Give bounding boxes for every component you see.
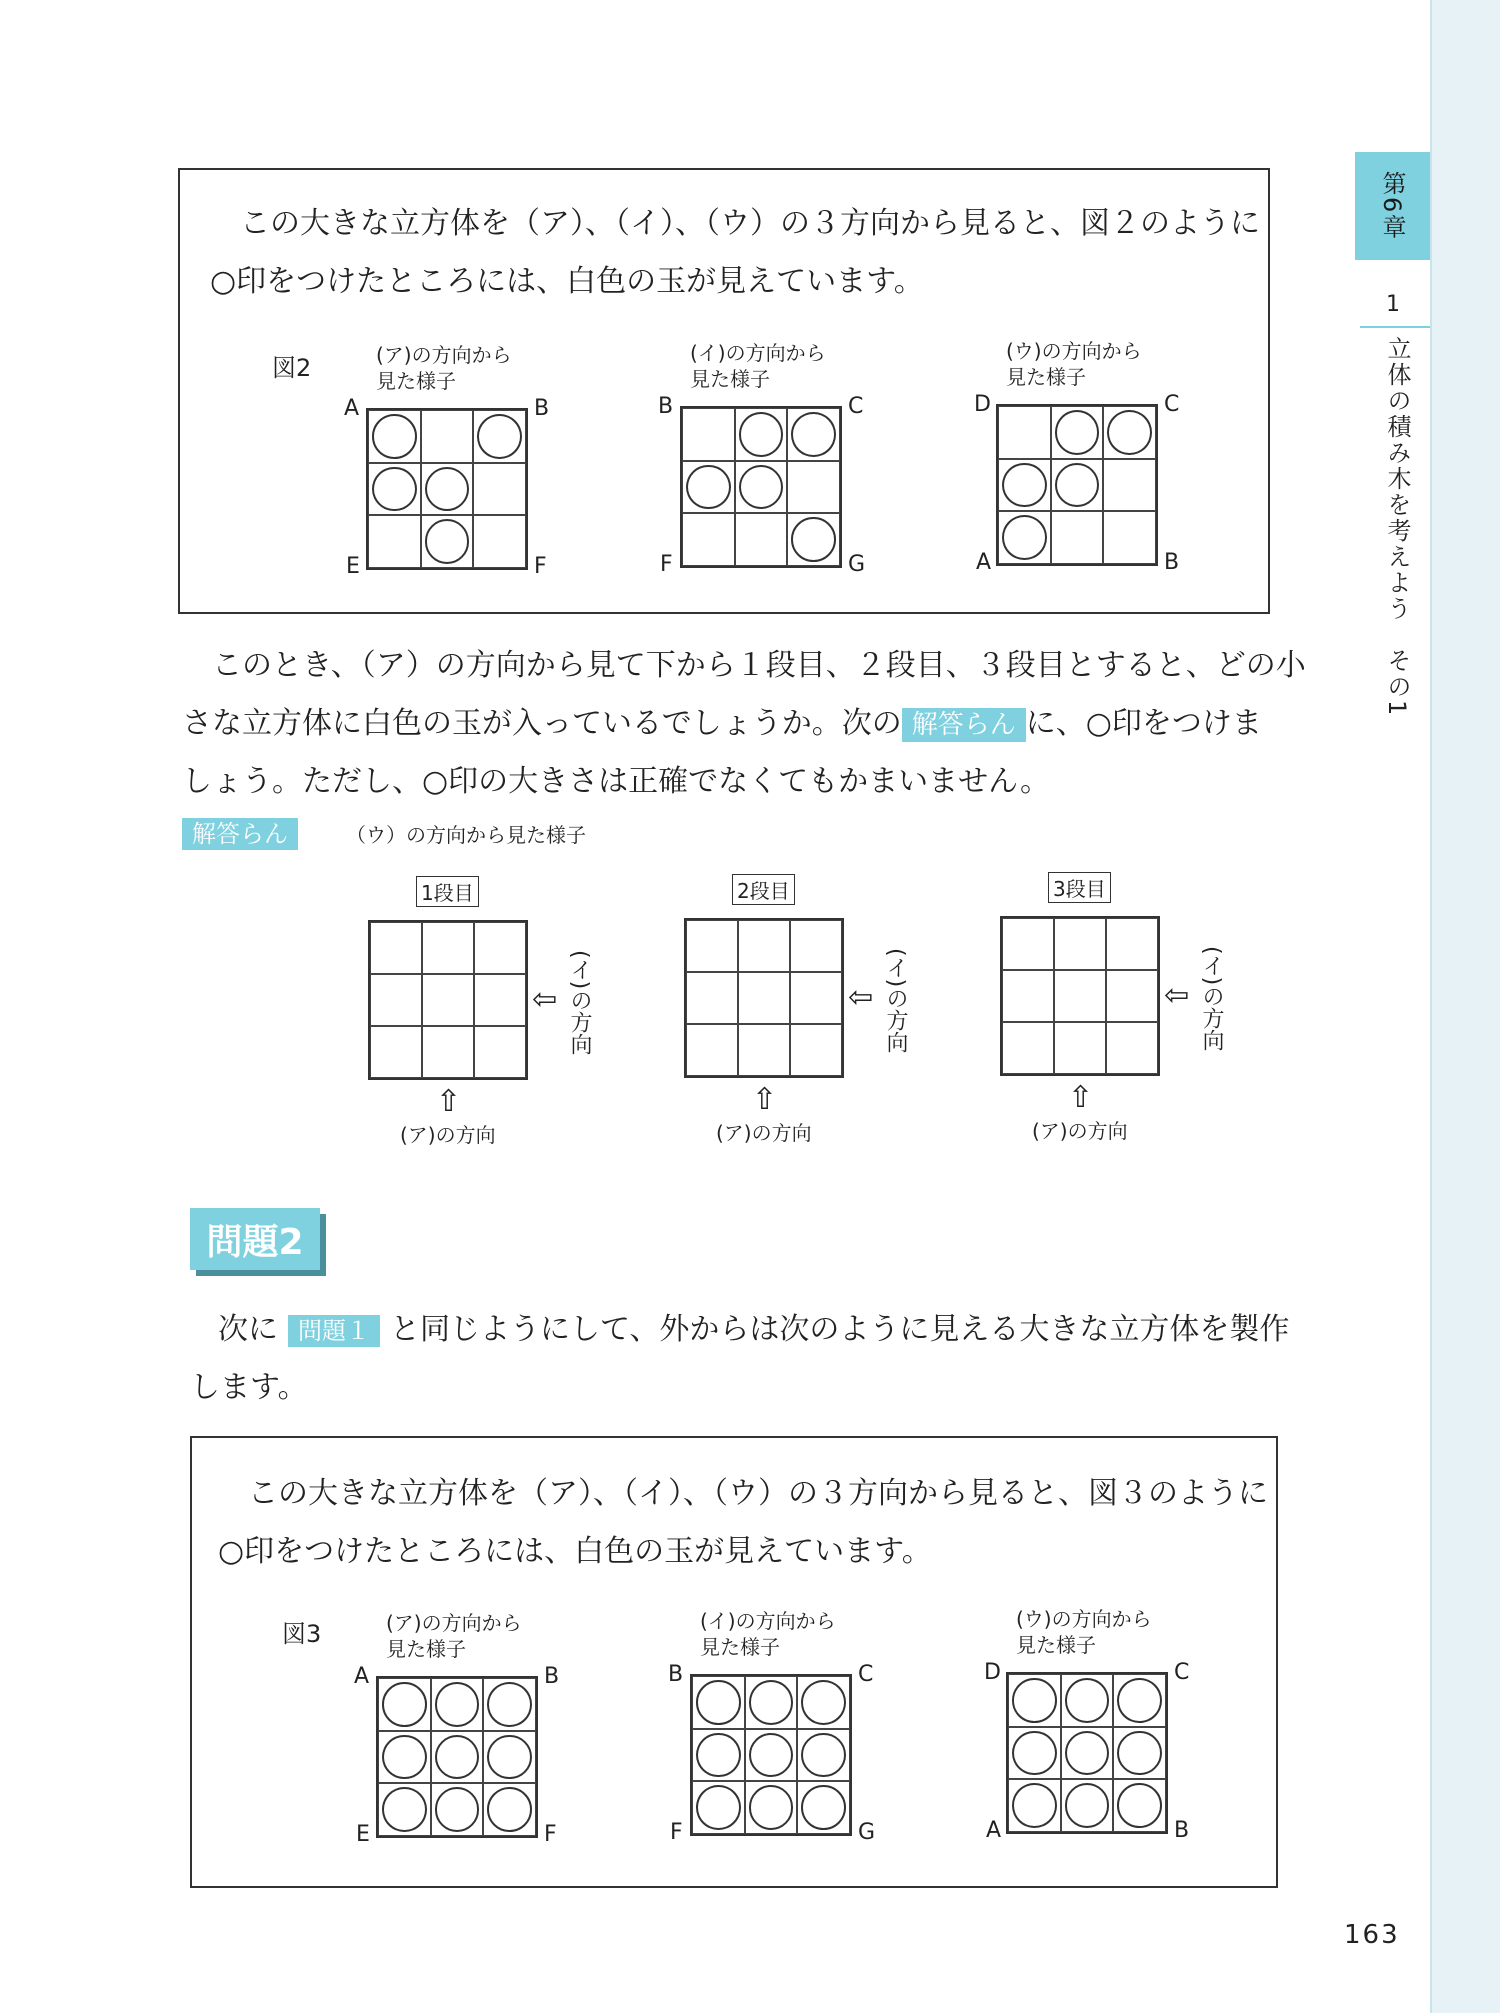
- corner-label: G: [858, 1820, 876, 1845]
- grid-cell: [1106, 970, 1158, 1022]
- fig2-view-caption: (ウ)の方向から: [1006, 339, 1142, 363]
- white-ball: [1065, 1783, 1110, 1828]
- left-arrow-icon: ⇦: [848, 980, 874, 1015]
- white-ball: [382, 1682, 427, 1727]
- white-ball: [372, 414, 417, 459]
- grid-cell: [686, 920, 738, 972]
- fig2-view-caption: 見た様子: [376, 369, 456, 393]
- white-ball: [749, 1680, 794, 1725]
- grid-cell: [790, 920, 842, 972]
- grid-cell: [368, 410, 421, 463]
- grid-cell: [682, 461, 735, 514]
- corner-label: A: [986, 1818, 1002, 1843]
- section-rule: [1360, 326, 1430, 328]
- figure3-label: 図3: [282, 1620, 322, 1648]
- grid-cell: [692, 1729, 745, 1782]
- grid-cell: [1113, 1674, 1166, 1727]
- white-ball: [801, 1733, 846, 1778]
- corner-label: C: [848, 394, 864, 419]
- grid-cell: [1008, 1674, 1061, 1727]
- fig2-view-caption: (ア)の方向から: [376, 343, 512, 367]
- grid-cell: [735, 461, 788, 514]
- chapter-tab: 第6章: [1355, 152, 1430, 260]
- corner-label: B: [1164, 550, 1180, 575]
- fig2-view-caption: (イ)の方向から: [690, 341, 826, 365]
- grid-cell: [483, 1678, 536, 1731]
- corner-label: F: [670, 1820, 683, 1845]
- white-ball: [477, 414, 522, 459]
- grid-cell: [735, 408, 788, 461]
- grid-cell: [998, 406, 1051, 459]
- grid-cell: [1106, 918, 1158, 970]
- problem2-line1: [218, 1300, 1289, 1360]
- corner-label: B: [668, 1662, 684, 1687]
- corner-label: A: [354, 1664, 370, 1689]
- grid-cell: [787, 513, 840, 566]
- grid-cell: [422, 974, 474, 1026]
- corner-label: A: [344, 396, 360, 421]
- question-line2: [182, 694, 1262, 754]
- up-arrow-icon: ⇧: [436, 1084, 462, 1119]
- grid-cell: [370, 1026, 422, 1078]
- up-arrow-icon: ⇧: [1068, 1080, 1094, 1115]
- grid-cell: [1008, 1779, 1061, 1832]
- box1-line1: この大きな立方体を（ア）、（イ）、（ウ）の３方向から見ると、図２のように: [240, 206, 1260, 241]
- sidebar-divider: [1430, 0, 1432, 2013]
- grid-cell: [473, 515, 526, 568]
- grid-cell: [473, 463, 526, 516]
- fig2-view-caption: 見た様子: [1006, 365, 1086, 389]
- box1-line2: ○印をつけたところには、白色の玉が見えています。: [210, 264, 924, 299]
- white-ball: [749, 1733, 794, 1778]
- level-label: 2段目: [732, 874, 795, 905]
- grid-cell: [692, 1781, 745, 1834]
- corner-label: D: [974, 392, 991, 417]
- grid-cell: [1002, 1022, 1054, 1074]
- chapter-sidebar: [1430, 0, 1500, 2013]
- fig2-view-grid: [366, 408, 528, 570]
- white-ball: [425, 519, 470, 564]
- white-ball: [1117, 1678, 1162, 1723]
- fig3-view-caption: 見た様子: [700, 1635, 780, 1659]
- box2-line2: ○印をつけたところには、白色の玉が見えています。: [218, 1534, 932, 1569]
- grid-cell: [1106, 1022, 1158, 1074]
- problem2-line1-start: 次に: [218, 1312, 278, 1347]
- grid-cell: [797, 1781, 850, 1834]
- white-ball: [1002, 515, 1047, 560]
- fig3-view-grid: [690, 1674, 852, 1836]
- fig3-view-caption: (ウ)の方向から: [1016, 1607, 1152, 1631]
- grid-cell: [431, 1731, 484, 1784]
- white-ball: [1012, 1731, 1057, 1776]
- grid-cell: [370, 922, 422, 974]
- white-ball: [1065, 1678, 1110, 1723]
- grid-cell: [998, 511, 1051, 564]
- left-arrow-icon: ⇦: [532, 982, 558, 1017]
- grid-cell: [738, 920, 790, 972]
- white-ball: [1117, 1731, 1162, 1776]
- white-ball: [435, 1787, 480, 1832]
- grid-cell: [1054, 1022, 1106, 1074]
- grid-cell: [735, 513, 788, 566]
- bottom-direction-label: (ア)の方向: [400, 1123, 496, 1147]
- white-ball: [739, 465, 784, 510]
- corner-label: B: [1174, 1818, 1190, 1843]
- grid-cell: [1061, 1727, 1114, 1780]
- grid-cell: [1113, 1727, 1166, 1780]
- grid-cell: [1113, 1779, 1166, 1832]
- grid-cell: [998, 459, 1051, 512]
- fig2-view-caption: 見た様子: [690, 367, 770, 391]
- white-ball: [801, 1680, 846, 1725]
- grid-cell: [1061, 1779, 1114, 1832]
- white-ball: [1117, 1783, 1162, 1828]
- question-line3: しょう。ただし、○印の大きさは正確でなくてもかまいません。: [182, 764, 1050, 799]
- bottom-direction-label: (ア)の方向: [1032, 1119, 1128, 1143]
- white-ball: [791, 517, 836, 562]
- fig3-view-caption: (ア)の方向から: [386, 1611, 522, 1635]
- grid-cell: [378, 1731, 431, 1784]
- white-ball: [1055, 410, 1100, 455]
- grid-cell: [1054, 970, 1106, 1022]
- section-number: 1: [1386, 292, 1400, 317]
- grid-cell: [745, 1676, 798, 1729]
- problem2-title: 問題2: [190, 1208, 320, 1270]
- corner-label: B: [658, 394, 674, 419]
- problem2-line2: します。: [190, 1370, 308, 1405]
- corner-label: A: [976, 550, 992, 575]
- white-ball: [435, 1682, 480, 1727]
- fig3-view-grid: [376, 1676, 538, 1838]
- grid-cell: [1051, 511, 1104, 564]
- side-direction-label: (イ)の方向: [567, 950, 592, 1056]
- white-ball: [686, 465, 731, 510]
- white-ball: [1012, 1783, 1057, 1828]
- white-ball: [801, 1785, 846, 1830]
- corner-label: C: [858, 1662, 874, 1687]
- white-ball: [487, 1735, 532, 1780]
- grid-cell: [738, 972, 790, 1024]
- section-title: 立体の積み木を考えよう その1: [1383, 336, 1411, 718]
- grid-cell: [692, 1676, 745, 1729]
- white-ball: [372, 467, 417, 512]
- grid-cell: [797, 1676, 850, 1729]
- grid-cell: [368, 463, 421, 516]
- grid-cell: [682, 408, 735, 461]
- grid-cell: [422, 922, 474, 974]
- white-ball: [739, 412, 784, 457]
- grid-cell: [1002, 970, 1054, 1022]
- white-ball: [696, 1733, 741, 1778]
- grid-cell: [1103, 511, 1156, 564]
- grid-cell: [1008, 1727, 1061, 1780]
- left-arrow-icon: ⇦: [1164, 978, 1190, 1013]
- corner-label: F: [660, 552, 673, 577]
- bottom-direction-label: (ア)の方向: [716, 1121, 812, 1145]
- grid-cell: [474, 922, 526, 974]
- white-ball: [1012, 1678, 1057, 1723]
- level-label: 1段目: [416, 876, 479, 907]
- level-label: 3段目: [1048, 872, 1111, 903]
- white-ball: [1055, 463, 1100, 508]
- corner-label: E: [356, 1822, 370, 1847]
- white-ball: [487, 1682, 532, 1727]
- grid-cell: [421, 515, 474, 568]
- grid-cell: [790, 972, 842, 1024]
- grid-cell: [483, 1731, 536, 1784]
- white-ball: [1002, 463, 1047, 508]
- answer-grid: [684, 918, 844, 1078]
- answer-grid: [368, 920, 528, 1080]
- grid-cell: [473, 410, 526, 463]
- corner-label: C: [1164, 392, 1180, 417]
- corner-label: B: [544, 1664, 560, 1689]
- up-arrow-icon: ⇧: [752, 1082, 778, 1117]
- answer-heading: （ウ）の方向から見た様子: [346, 823, 586, 847]
- problem1-badge-inline: 問題１: [288, 1315, 380, 1347]
- grid-cell: [1103, 459, 1156, 512]
- grid-cell: [378, 1678, 431, 1731]
- grid-cell: [790, 1024, 842, 1076]
- white-ball: [435, 1735, 480, 1780]
- fig3-view-grid: [1006, 1672, 1168, 1834]
- problem2-line1-end: と同じようにして、外からは次のように見える大きな立方体を製作: [390, 1312, 1290, 1347]
- grid-cell: [745, 1729, 798, 1782]
- grid-cell: [1103, 406, 1156, 459]
- grid-cell: [421, 463, 474, 516]
- corner-label: C: [1174, 1660, 1190, 1685]
- grid-cell: [431, 1783, 484, 1836]
- answer-badge-inline: 解答らん: [902, 708, 1026, 742]
- grid-cell: [474, 1026, 526, 1078]
- grid-cell: [1054, 918, 1106, 970]
- question-line1: このとき、（ア）の方向から見て下から１段目、２段目、３段目とすると、どの小: [212, 648, 1306, 683]
- corner-label: F: [544, 1822, 557, 1847]
- corner-label: D: [984, 1660, 1001, 1685]
- white-ball: [425, 467, 470, 512]
- answer-grid: [1000, 916, 1160, 1076]
- figure2-label: 図2: [272, 354, 312, 382]
- answer-badge: 解答らん: [182, 818, 298, 850]
- page-number: 163: [1344, 1920, 1400, 1950]
- white-ball: [1065, 1731, 1110, 1776]
- grid-cell: [1002, 918, 1054, 970]
- fig3-view-caption: 見た様子: [386, 1637, 466, 1661]
- grid-cell: [745, 1781, 798, 1834]
- white-ball: [487, 1787, 532, 1832]
- grid-cell: [1051, 459, 1104, 512]
- grid-cell: [474, 974, 526, 1026]
- fig3-view-caption: (イ)の方向から: [700, 1609, 836, 1633]
- white-ball: [382, 1735, 427, 1780]
- white-ball: [749, 1785, 794, 1830]
- side-direction-label: (イ)の方向: [883, 948, 908, 1054]
- corner-label: B: [534, 396, 550, 421]
- grid-cell: [378, 1783, 431, 1836]
- white-ball: [382, 1787, 427, 1832]
- fig3-view-caption: 見た様子: [1016, 1633, 1096, 1657]
- white-ball: [696, 1785, 741, 1830]
- grid-cell: [738, 1024, 790, 1076]
- question-line2-end: に、○印をつけま: [1025, 706, 1262, 741]
- grid-cell: [1061, 1674, 1114, 1727]
- white-ball: [791, 412, 836, 457]
- grid-cell: [368, 515, 421, 568]
- grid-cell: [370, 974, 422, 1026]
- grid-cell: [421, 410, 474, 463]
- question-line2-start: さな立方体に白色の玉が入っているでしょうか。次の: [182, 706, 902, 741]
- white-ball: [1107, 410, 1152, 455]
- side-direction-label: (イ)の方向: [1199, 946, 1224, 1052]
- grid-cell: [422, 1026, 474, 1078]
- fig2-view-grid: [996, 404, 1158, 566]
- grid-cell: [682, 513, 735, 566]
- grid-cell: [431, 1678, 484, 1731]
- corner-label: F: [534, 554, 547, 579]
- white-ball: [696, 1680, 741, 1725]
- grid-cell: [787, 461, 840, 514]
- grid-cell: [483, 1783, 536, 1836]
- fig2-view-grid: [680, 406, 842, 568]
- corner-label: E: [346, 554, 360, 579]
- grid-cell: [787, 408, 840, 461]
- grid-cell: [797, 1729, 850, 1782]
- corner-label: G: [848, 552, 866, 577]
- grid-cell: [686, 972, 738, 1024]
- grid-cell: [686, 1024, 738, 1076]
- grid-cell: [1051, 406, 1104, 459]
- box2-line1: この大きな立方体を（ア）、（イ）、（ウ）の３方向から見ると、図３のように: [248, 1476, 1268, 1511]
